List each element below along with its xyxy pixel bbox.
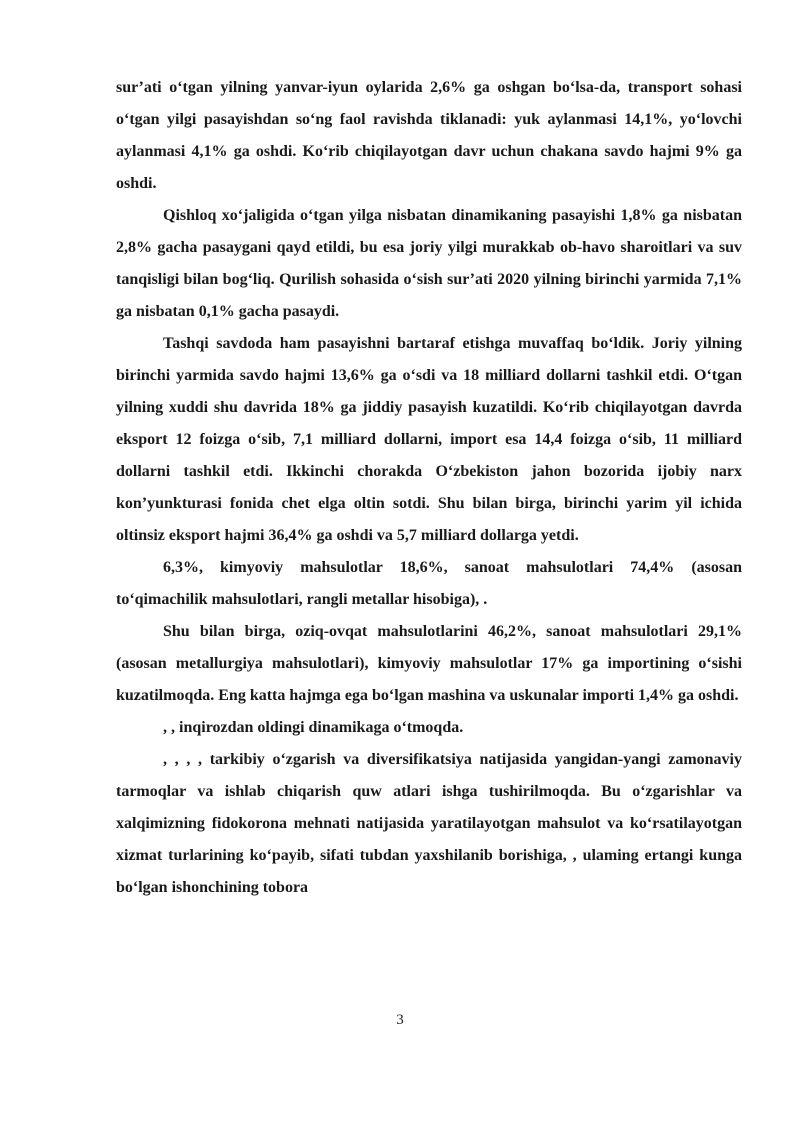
- page-number: 3: [396, 1012, 404, 1028]
- paragraph-1: sur’ati o‘tgan yilning yanvar-iyun oylarida 2,6% ga oshgan bo‘lsa-da, transport sohasi o‘tgan yilgi pasayishdan so‘ng faol ravishda tiklanadi: yuk aylanmasi 14,1%, yo‘lovchi aylanmasi 4,1% ga oshdi. Ko‘rib chiqilayotgan davr uchun chakana savdo hajmi 9% ga oshdi.: [116, 79, 742, 192]
- paragraph-3: Tashqi savdoda ham pasayishni bartaraf etishga muvaffaq bo‘ldik. Joriy yilning birinchi yarmida savdo hajmi 13,6% ga o‘sdi va 18 milliard dollarni tashkil etdi. O‘tgan yilning xuddi shu davrida 18% ga jiddiy pasayish kuzatildi. Ko‘rib chiqilayotgan davrda eksport 12 foizga o‘sib, 7,1 milliard dollarni, import esa 14,4 foizga o‘sib, 11 milliard dollarni tashkil etdi. Ikkinchi chorakda O‘zbekiston jahon bozorida ijobiy narx kon’yunkturasi fonida chet elga oltin sotdi. Shu bilan birga, birinchi yarim yil ichida oltinsiz eksport hajmi 36,4% ga oshdi va 5,7 milliard dollarga yetdi.: [116, 335, 742, 544]
- paragraph-4: 6,3%, kimyoviy mahsulotlar 18,6%, sanoat mahsulotlari 74,4% (asosan to‘qimachilik mahsulotlari, rangli metallar hisobiga), .: [116, 559, 742, 608]
- paragraph-2: Qishloq xo‘jaligida o‘tgan yilga nisbatan dinamikaning pasayishi 1,8% ga nisbatan 2,8% gacha pasaygani qayd etildi, bu esa joriy yilgi murakkab ob-havo sharoitlari va suv tanqisligi bilan bog‘liq. Qurilish sohasida o‘sish sur’ati 2020 yilning birinchi yarmida 7,1% ga nisbatan 0,1% gacha pasaydi.: [116, 207, 742, 320]
- paragraph-6: , , inqirozdan oldingi dinamikaga o‘tmoqda.: [163, 719, 464, 736]
- body-text: [116, 72, 742, 904]
- paragraph-7: , , , , tarkibiy o‘zgarish va diversifikatsiya natijasida yangidan-yangi zamonaviy tarmoqlar va ishlab chiqarish quw atlari ishga tushirilmoqda. Bu o‘zgarishlar va xalqimizning fidokorona mehnati natijasida yaratilayotgan mahsulot va ko‘rsatilayotgan xizmat turlarining ko‘payib, sifati tubdan yaxshilanib borishiga, , ulaming ertangi kunga bo‘lgan ishonchining tobora: [116, 751, 742, 896]
- paragraph-5: Shu bilan birga, oziq-ovqat mahsulotlarini 46,2%, sanoat mahsulotlari 29,1% (asosan metallurgiya mahsulotlari), kimyoviy mahsulotlar 17% ga importining o‘sishi kuzatilmoqda. Eng katta hajmga ega bo‘lgan mashina va uskunalar importi 1,4% ga oshdi.: [116, 623, 742, 704]
